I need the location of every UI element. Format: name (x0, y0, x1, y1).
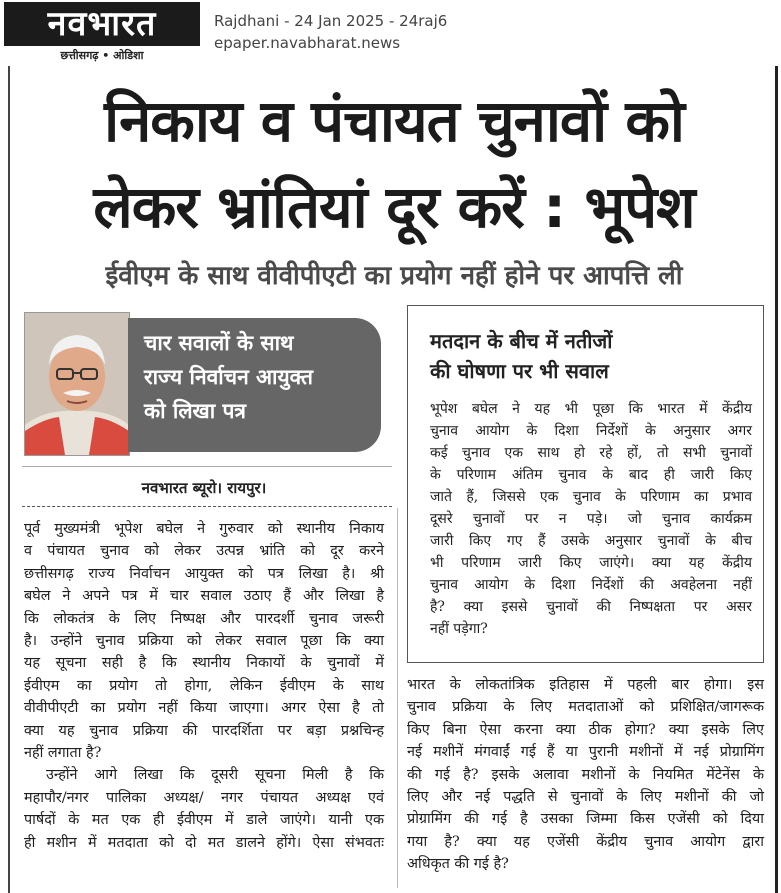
text-line: बघेल ने अपने पत्र में चार सवाल उठाए हैं और लिखा है (24, 588, 384, 605)
column-divider (397, 508, 398, 888)
sidebar-body (430, 398, 752, 640)
logo-subtitle: छत्तीसगढ़ • ओडिशा (60, 49, 144, 62)
masthead (0, 0, 781, 66)
edition-info (214, 10, 447, 54)
text-line: वीवीपीएटी का प्रयोग नहीं किया जाएगा। अगर ऐसा है तो (24, 700, 384, 717)
text-line: कि लोकतंत्र के लिए निष्पक्ष और पारदर्शी चुनाव जरूरी (24, 610, 384, 627)
newspaper-logo (4, 2, 200, 64)
sidebar-box (407, 305, 764, 663)
text-line: यह सूचना सही है कि स्थानीय निकायों के चुनावों में (24, 655, 384, 672)
page-edge-right (775, 66, 778, 893)
text-line: भूपेश बघेल ने यह भी पूछा कि भारत में केंद्रीय (430, 401, 752, 417)
article-column-left (24, 518, 384, 854)
text-line: चुनाव प्रक्रिया के लिए मतदाताओं को प्रशिक्षित/जागरूक (407, 699, 764, 716)
portrait-photo (24, 312, 130, 456)
text-line: चुनाव आयोग के दिशा निर्देशों की अवहेलना नहीं (430, 577, 752, 593)
text-line: दूसरे चुनावों पर न पड़े। जो चुनाव कार्यक्रम (430, 511, 752, 527)
text-line: के परिणाम अंतिम चुनाव के बाद ही जारी किए (430, 467, 752, 483)
article-column-right (407, 674, 764, 876)
text-line: नहीं लगाता है? (24, 745, 102, 762)
sidebar-title (430, 326, 612, 386)
portrait-illustration (25, 313, 129, 455)
text-line: चुनाव आयोग के दिशा निर्देशों के अनुसार अगर (430, 423, 752, 439)
headline (14, 78, 774, 250)
text-line: महापौर/नगर पालिका अध्यक्ष/ नगर पंचायत अध्यक्ष एवं (24, 789, 384, 806)
page-edge-left (8, 66, 10, 893)
sidebar-title-line: की घोषणा पर भी सवाल (430, 359, 609, 383)
headline-line: निकाय व पंचायत चुनावों को (104, 87, 684, 155)
text-line: प्रोग्रामिंग की गई है उसका जिम्मा किस एजेंसी को दिया (407, 811, 764, 828)
text-line: जाते हैं, जिससे एक चुनाव के परिणाम का प्रभाव (430, 489, 752, 505)
text-line: ही मशीन में मतदाता को दो मत डालने होंगे। ऐसा संभवतः (24, 834, 384, 851)
text-line: जारी किए गए हैं उसके अनुसार चुनावों के बीच (430, 533, 752, 549)
text-line: नई मशीनें मंगवाईं गई हैं या पुरानी मशीनों में नई प्रोग्रामिंग (407, 744, 764, 761)
subheadline: ईवीएम के साथ वीवीपीएटी का प्रयोग नहीं होने पर आपत्ति ली (105, 261, 683, 291)
text-line: उन्होंने आगे लिखा कि दूसरी सूचना मिली है कि (46, 767, 384, 784)
pullquote-line: राज्य निर्वाचन आयुक्त (144, 365, 313, 389)
text-line: अधिकृत की गई है? (407, 856, 509, 873)
text-line: गया है? क्या यह एजेंसी केंद्रीय चुनाव आयोग द्वारा (407, 833, 764, 850)
text-line: की गई है? इसके अलावा मशीनों के नियमित मेंटेनेंस के (407, 766, 764, 783)
divider (22, 466, 392, 467)
text-line: है? क्या इससे चुनावों की निष्पक्षता पर असर (430, 599, 752, 615)
divider-dashed (22, 506, 392, 507)
headline-line: लेकर भ्रांतियां दूर करें : भूपेश (93, 173, 695, 241)
sidebar-title-line: मतदान के बीच में नतीजों (430, 329, 613, 353)
text-line: व पंचायत चुनाव को लेकर उत्पन्न भ्रांति को दूर करने (24, 543, 384, 560)
byline: नवभारत ब्यूरो। रायपुर। (141, 479, 267, 497)
text-line: कई चुनाव एक साथ हो रहे हों, तो सभी चुनावों (430, 445, 752, 461)
text-line: ईवीएम का प्रयोग तो होगा, लेकिन ईवीएम के साथ (24, 677, 384, 694)
logo-wordmark: नवभारत (4, 2, 200, 46)
pullquote-line: चार सवालों के साथ (144, 331, 294, 355)
text-line: किए बिना ऐसा करना क्या ठीक होगा? क्या इसके लिए (407, 721, 764, 738)
text-line: नहीं पड़ेगा? (430, 621, 488, 637)
edition-line: Rajdhani - 24 Jan 2025 - 24raj6 (214, 12, 448, 30)
text-line: लिए और नई पद्धति से चुनावों के लिए मशीनों की जो (407, 789, 764, 806)
pullquote-line: को लिखा पत्र (144, 399, 247, 423)
text-line: छत्तीसगढ़ राज्य निर्वाचन आयुक्त को पत्र लिखा है। श्री (24, 565, 384, 582)
text-line: है। उन्होंने चुनाव प्रक्रिया को लेकर सवाल पूछा कि क्या (24, 633, 384, 650)
site-url: epaper.navabharat.news (214, 34, 401, 52)
text-line: क्या यह चुनाव प्रक्रिया की पारदर्शिता पर बड़ा प्रश्नचिन्ह (24, 722, 384, 739)
text-line: पार्षदों के मत एक ही ईवीएम में डाले जाएंगे। यानी एक (24, 812, 384, 829)
text-line: पूर्व मुख्यमंत्री भूपेश बघेल ने गुरुवार को स्थानीय निकाय (24, 521, 384, 537)
text-line: भी परिणाम जारी किए जाएंगे। क्या यह केंद्रीय (430, 555, 752, 571)
text-line: भारत के लोकतांत्रिक इतिहास में पहली बार होगा। इस (407, 677, 764, 693)
pullquote (128, 318, 381, 452)
